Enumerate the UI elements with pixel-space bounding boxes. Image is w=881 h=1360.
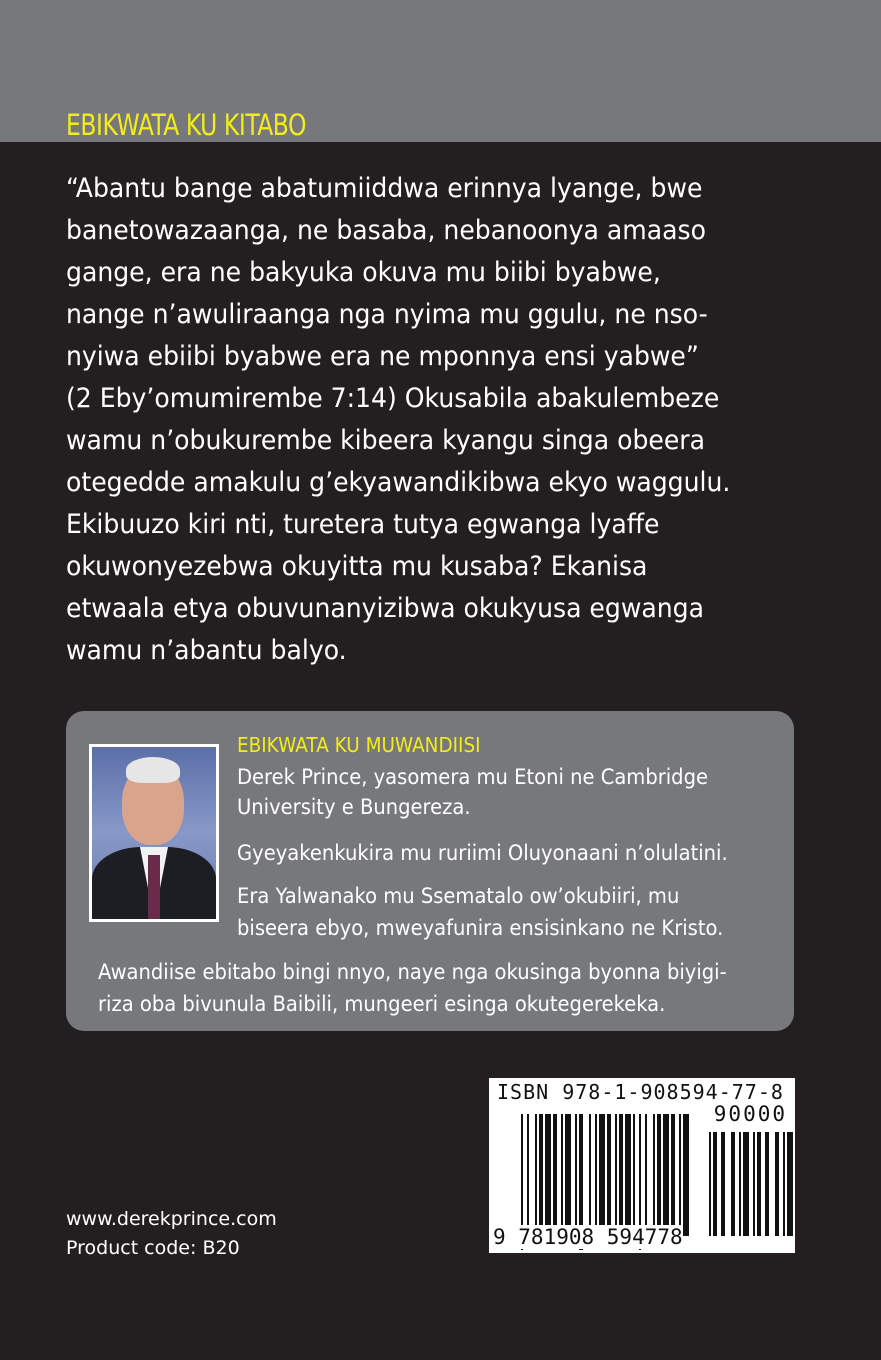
barcode-bar [645, 1114, 647, 1236]
barcode-bar [739, 1132, 741, 1236]
barcode-bar [615, 1114, 617, 1236]
barcode-bar [535, 1114, 537, 1236]
barcode-bar [731, 1132, 735, 1236]
barcode-bar [787, 1132, 793, 1236]
text-line: otegedde amakulu g’ekyawandikibwa ekyo waggulu. [66, 467, 731, 498]
text-line: banetowazaanga, ne basaba, nebanoonya amaaso [66, 215, 706, 246]
text-line: nange n’awuliraanga nga nyima mu ggulu, ne nso- [66, 299, 708, 330]
barcode-bar [765, 1132, 769, 1236]
barcode-bar [709, 1132, 711, 1236]
text-line: nyiwa ebiibi byabwe era ne mponnya ensi yabwe” [66, 341, 699, 372]
author-text-line: Era Yalwanako mu Ssematalo ow’okubiiri, mu [237, 884, 680, 908]
website-url: www.derekprince.com [66, 1208, 277, 1230]
barcode-bar [653, 1114, 655, 1236]
barcode-bar [775, 1132, 779, 1236]
barcode-bar [575, 1114, 577, 1236]
text-line: “Abantu bange abatumiiddwa erinnya lyange, bwe [66, 173, 703, 204]
barcode-bar [663, 1114, 669, 1236]
barcode-bar [565, 1114, 571, 1236]
barcode-bar [783, 1132, 785, 1236]
ean-number: 9 781908 594778 [493, 1225, 683, 1249]
barcode-bar [545, 1114, 551, 1236]
barcode-bar [599, 1114, 605, 1236]
barcode-bar [743, 1132, 749, 1236]
text-line: (2 Eby’omumirembe 7:14) Okusabila abakulembeze [66, 383, 720, 414]
barcode-bar [679, 1114, 681, 1236]
barcode-bar [683, 1114, 689, 1236]
text-line: etwaala etya obuvunanyizibwa okukyusa egwanga [66, 593, 704, 624]
barcode-bar [753, 1132, 755, 1236]
barcode-bar [713, 1132, 717, 1236]
isbn-label: ISBN 978-1-908594-77-8 [497, 1080, 784, 1104]
barcode-bar [721, 1132, 725, 1236]
author-text-line: Derek Prince, yasomera mu Etoni ne Cambridge [237, 765, 708, 789]
barcode-bar [671, 1114, 675, 1236]
barcode-bar [589, 1114, 591, 1236]
product-code: Product code: B20 [66, 1237, 240, 1259]
text-line: Ekibuuzo kiri nti, turetera tutya egwanga lyaffe [66, 509, 660, 540]
barcode-bar [561, 1114, 563, 1236]
author-photo [89, 744, 219, 922]
text-line: wamu n’obukurembe kibeera kyangu singa obeera [66, 425, 706, 456]
barcode-bar [527, 1114, 529, 1236]
about-author-heading: EBIKWATA KU MUWANDIISI [237, 733, 481, 757]
author-text-line: Awandiise ebitabo bingi nnyo, naye nga okusinga byonna biyigi- [98, 960, 727, 984]
barcode-bar [539, 1114, 543, 1236]
text-line: gange, era ne bakyuka okuva mu biibi byabwe, [66, 257, 661, 288]
text-line: wamu n’abantu balyo. [66, 635, 347, 666]
about-book-heading: EBIKWATA KU KITABO [66, 108, 307, 142]
barcode-bar [595, 1114, 597, 1236]
about-book-text [66, 168, 730, 672]
barcode-bar [607, 1114, 611, 1236]
author-text-line: biseera ebyo, mweyafunira ensisinkano ne Kristo. [237, 916, 724, 940]
price-addon: 90000 [713, 1102, 787, 1126]
author-text-line: riza oba bivunula Baibili, mungeeri esinga okutegerekeka. [98, 992, 666, 1016]
barcode-bar [633, 1114, 635, 1236]
isbn-barcode [489, 1078, 795, 1253]
text-line: okuwonyezebwa okuyitta mu kusaba? Ekanisa [66, 551, 648, 582]
author-text-line: Gyeyakenkukira mu ruriimi Oluyonaani n’olulatini. [237, 841, 728, 865]
barcode-bar [619, 1114, 623, 1236]
barcode-bar [757, 1132, 761, 1236]
barcode-bar [625, 1114, 631, 1236]
barcode-bar [553, 1114, 557, 1236]
barcode-bar [657, 1114, 661, 1236]
author-text-line: University e Bungereza. [237, 795, 471, 819]
